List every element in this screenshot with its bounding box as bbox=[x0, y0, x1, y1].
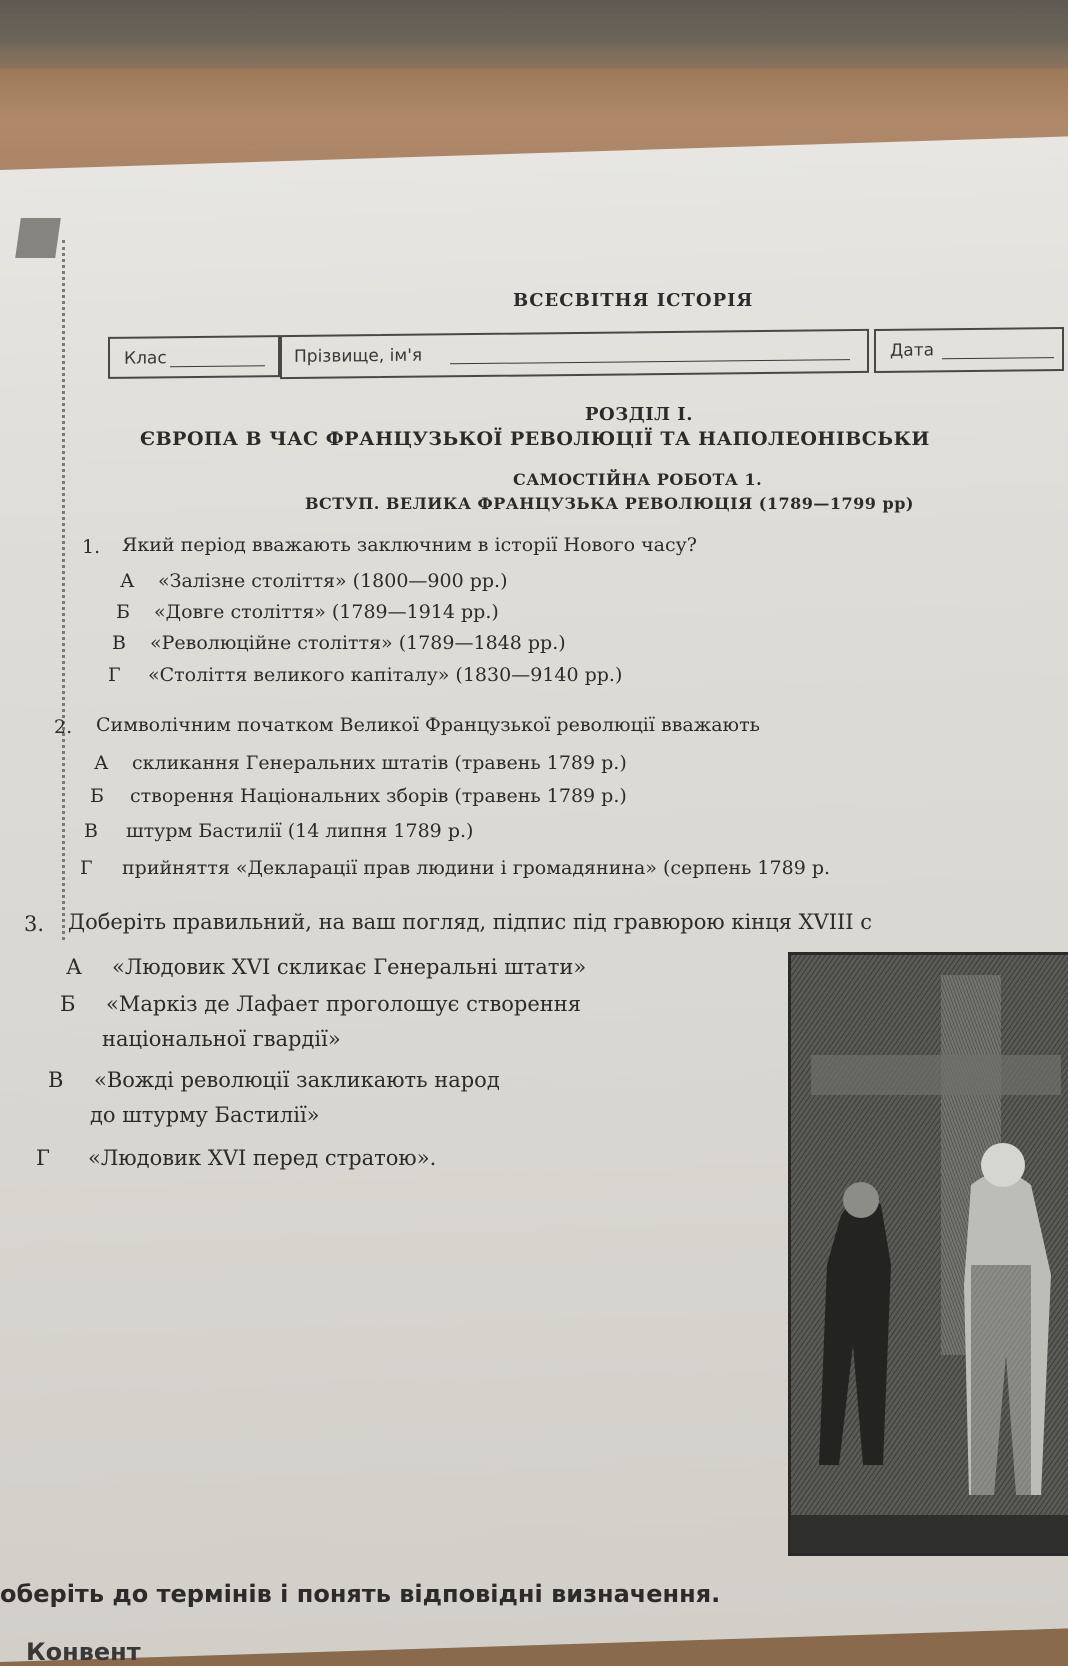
q2-option-a-text[interactable]: скликання Генеральних штатів (травень 1789 р.) bbox=[132, 752, 627, 774]
q3-option-d-text[interactable]: «Людовик XVI перед стратою». bbox=[88, 1146, 437, 1170]
date-field-label: Дата bbox=[890, 340, 935, 361]
name-field-box bbox=[280, 329, 869, 379]
q2-option-b-text[interactable]: створення Національних зборів (травень 1789 р.) bbox=[130, 785, 627, 807]
q3-option-d-letter: Г bbox=[36, 1146, 50, 1170]
q2-option-a-letter: А bbox=[94, 752, 109, 774]
q3-option-c-letter: В bbox=[48, 1068, 64, 1092]
matching-task-instruction: оберіть до термінів і понять відповідні визначення. bbox=[0, 1580, 721, 1608]
q1-option-a-text[interactable]: «Залізне століття» (1800—900 рр.) bbox=[158, 570, 508, 592]
q3-option-b-text[interactable]: «Маркіз де Лафает проголошує створення bbox=[106, 992, 582, 1016]
term-konvent: Конвент bbox=[26, 1638, 141, 1666]
q2-option-b-letter: Б bbox=[90, 785, 104, 807]
class-field-line[interactable] bbox=[170, 365, 265, 367]
page-corner-shadow bbox=[15, 218, 61, 258]
q1-option-b-text[interactable]: «Довге століття» (1789—1914 рр.) bbox=[154, 601, 499, 623]
q2-option-c-text[interactable]: штурм Бастилії (14 липня 1789 р.) bbox=[126, 820, 474, 842]
engraving-illustration bbox=[791, 955, 1068, 1553]
q1-option-d-letter: Г bbox=[108, 664, 121, 686]
q1-option-c-letter: В bbox=[112, 632, 126, 654]
q3-option-c-text[interactable]: «Вожді революції закликають народ bbox=[94, 1068, 500, 1092]
q3-option-b-letter: Б bbox=[60, 992, 76, 1016]
class-field-label: Клас bbox=[124, 348, 167, 369]
subject-title: ВСЕСВІТНЯ ІСТОРІЯ bbox=[513, 290, 754, 311]
q1-option-a-letter: А bbox=[120, 570, 135, 592]
name-field-line[interactable] bbox=[450, 359, 850, 364]
q3-option-a-letter: А bbox=[66, 955, 82, 979]
q1-option-b-letter: Б bbox=[116, 601, 130, 623]
date-field-box bbox=[874, 327, 1064, 373]
wall-edge bbox=[0, 52, 1068, 68]
question-1-text: Який період вважають заключним в історії Нового часу? bbox=[122, 534, 697, 556]
q1-option-c-text[interactable]: «Революційне століття» (1789—1848 рр.) bbox=[150, 632, 566, 654]
question-1-number: 1. bbox=[82, 536, 101, 558]
section-title: ЄВРОПА В ЧАС ФРАНЦУЗЬКОЇ РЕВОЛЮЦІЇ ТА НАПОЛЕОНІВСЬКИ bbox=[140, 428, 930, 450]
section-number: РОЗДІЛ І. bbox=[585, 404, 693, 425]
work-title: САМОСТІЙНА РОБОТА 1. bbox=[513, 470, 763, 489]
class-field-box bbox=[108, 335, 280, 379]
topic-title: ВСТУП. ВЕЛИКА ФРАНЦУЗЬКА РЕВОЛЮЦІЯ (1789—1799 рр) bbox=[305, 494, 914, 513]
q3-option-b-text-line2[interactable]: національної гвардії» bbox=[102, 1027, 341, 1051]
perforation-line bbox=[62, 240, 65, 940]
name-field-label: Прізвище, ім'я bbox=[294, 345, 423, 367]
date-field-line[interactable] bbox=[942, 357, 1054, 359]
q2-option-d-letter: Г bbox=[80, 857, 93, 879]
q3-option-c-text-line2[interactable]: до штурму Бастилії» bbox=[90, 1103, 320, 1127]
question-3-number: 3. bbox=[24, 912, 45, 936]
q2-option-d-text[interactable]: прийняття «Декларації прав людини і громадянина» (серпень 1789 р. bbox=[122, 857, 831, 879]
q3-option-a-text[interactable]: «Людовик XVI скликає Генеральні штати» bbox=[112, 955, 587, 979]
engraving-image bbox=[788, 952, 1068, 1556]
question-2-number: 2. bbox=[54, 716, 73, 738]
q2-option-c-letter: В bbox=[84, 820, 98, 842]
question-2-text: Символічним початком Великої Французької революції вважають bbox=[96, 714, 760, 736]
question-3-text: Доберіть правильний, на ваш погляд, підпис під гравюрою кінця XVIII с bbox=[68, 910, 873, 934]
q1-option-d-text[interactable]: «Століття великого капіталу» (1830—9140 рр.) bbox=[148, 664, 623, 686]
